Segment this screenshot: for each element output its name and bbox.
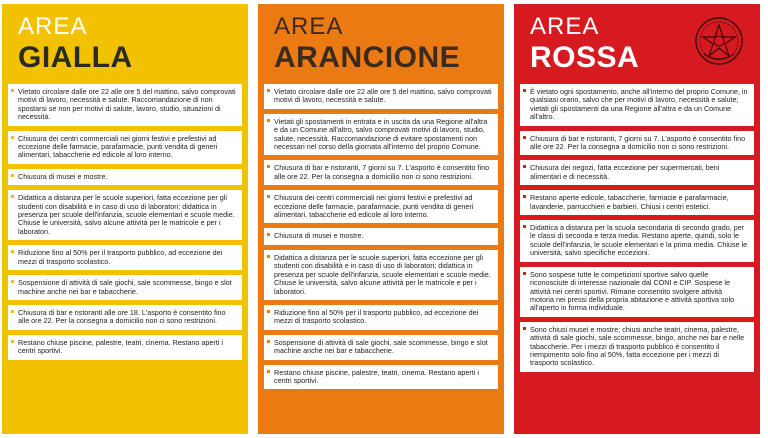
panel-area-rossa xyxy=(514,4,760,434)
panel-zone-name: GIALLA xyxy=(18,41,133,74)
rule-item: Chiusura dei centri commerciali nei giorni festivi e prefestivi ad eccezione delle farmacie, parafarmacie, punti vendita di generi alimentari, tabaccherie ed edicole al loro interno. xyxy=(8,131,242,164)
panel-zone-name: ROSSA xyxy=(530,41,640,74)
rule-item: Didattica a distanza per la scuola secondaria di secondo grado, per le classi di seconda e terza media. Restano aperte, quindi, solo le scuole dell'infanzia, le scuole elementari e la prima media. Chiuse le università, salvo specifiche eccezioni. xyxy=(520,220,754,262)
rule-item: Chiusura di musei e mostre. xyxy=(264,228,498,244)
rule-item: Chiusura dei negozi, fatta eccezione per supermercati, beni alimentari e di necessità. xyxy=(520,160,754,185)
rule-item: Sono sospese tutte le competizioni sportive salvo quelle riconosciute di interesse nazionale dal CONI e CIP. Sospese le attività nei centri sportivi. Rimane consentito svolgere attività motoria nei pressi della propria abitazione e attività sportiva solo all'aperto in forma individuale. xyxy=(520,267,754,317)
rules-list xyxy=(264,84,498,389)
panel-header xyxy=(8,4,242,84)
panel-area-label: AREA xyxy=(274,13,344,40)
rule-item: È vietato ogni spostamento, anche all'interno del proprio Comune, in qualsiasi orario, salvo che per motivi di lavoro, necessità e salute; vietati gli spostamenti da una Regione all'altra e da un Comune all'altro. xyxy=(520,84,754,126)
rules-list xyxy=(8,84,242,360)
panel-area-gialla xyxy=(2,4,248,434)
rule-item: Chiusura di bar e ristoranti, 7 giorni su 7. L'asporto è consentito fino alle ore 22. Per la consegna a domicilio non ci sono restrizioni. xyxy=(264,160,498,185)
rule-item: Sono chiusi musei e mostre; chiusi anche teatri, cinema, palestre, attività di sale giochi, sale scommesse, bingo, anche nei bar e nelle tabaccherie. Per i mezzi di trasporto pubblico è consentito il riempimento solo fino al 50%, fatta eccezione per i mezzi di trasporto scolastico. xyxy=(520,322,754,372)
rule-item: Chiusura dei centri commerciali nei giorni festivi e prefestivi ad eccezione delle farmacie, parafarmacie, punti vendita di generi alimentari, tabaccherie ed edicole al loro interno. xyxy=(264,190,498,223)
rule-item: Riduzione fino al 50% per il trasporto pubblico, ad eccezione dei mezzi di trasporto scolastico. xyxy=(8,245,242,270)
rule-item: Sospensione di attività di sale giochi, sale scommesse, bingo e slot machine anche nei bar e tabaccherie. xyxy=(8,275,242,300)
panel-area-label: AREA xyxy=(530,13,600,40)
rule-item: Chiusura di bar e ristoranti, 7 giorni su 7. L'asporto è consentito fino alle ore 22. Per la consegna a domicilio non ci sono restrizioni. xyxy=(520,131,754,156)
rule-item: Restano chiuse piscine, palestre, teatri, cinema. Restano aperti i centri sportivi. xyxy=(264,365,498,390)
rule-item: Riduzione fino al 50% per il trasporto pubblico, ad eccezione dei mezzi di trasporto scolastico. xyxy=(264,305,498,330)
rule-item: Chiusura di bar e ristoranti alle ore 18. L'asporto è consentito fino alle ore 22. Per la consegna a domicilio non ci sono restrizioni. xyxy=(8,305,242,330)
panel-area-arancione xyxy=(258,4,504,434)
panel-header xyxy=(264,4,498,84)
rule-item: Restano chiuse piscine, palestre, teatri, cinema. Restano aperti i centri sportivi. xyxy=(8,335,242,360)
italian-republic-emblem-icon xyxy=(694,16,744,66)
panel-header xyxy=(520,4,754,84)
rule-item: Sospensione di attività di sale giochi, sale scommesse, bingo e slot machine anche nei bar e tabaccherie. xyxy=(264,335,498,360)
rule-item: Chiusura di musei e mostre. xyxy=(8,169,242,185)
rule-item: Vietati gli spostamenti in entrata e in uscita da una Regione all'altra e da un Comune all'altro, salvo comprovati motivi di lavoro, studio, salute, necessità. Raccomandazione di evitare spostamenti non necessari nel corso della giornata all'interno del proprio Comune. xyxy=(264,114,498,156)
rule-item: Vietato circolare dalle ore 22 alle ore 5 del mattino, salvo comprovati motivi di lavoro, necessità e salute. Raccomandazione di non spostarsi se non per motivi di salute, lavoro, studio, situazioni di necessità. xyxy=(8,84,242,126)
panel-zone-name: ARANCIONE xyxy=(274,41,461,74)
rule-item: Didattica a distanza per le scuole superiori, fatta eccezione per gli studenti con disabilità e in caso di uso di laboratori; didattica in presenza per scuole dell'infanzia, scuole elementari e scuole medie. Chiuse le università, salvo alcune attività per le matricole e per i laboratori. xyxy=(8,190,242,240)
panel-area-label: AREA xyxy=(18,13,88,40)
rule-item: Restano aperte edicole, tabaccherie, farmacie e parafarmacie, lavanderie, parrucchieri e barbieri. Chiusi i centri estetici. xyxy=(520,190,754,215)
rules-list xyxy=(520,84,754,372)
rule-item: Didattica a distanza per le scuole superiori, fatta eccezione per gli studenti con disabilità e in caso di uso di laboratori; didattica in presenza per scuole dell'infanzia, scuole elementari e scuole medie. Chiuse le università, salvo alcune attività per le matricole e per i laboratori. xyxy=(264,250,498,300)
rule-item: Vietato circolare dalle ore 22 alle ore 5 del mattino, salvo comprovati motivi di lavoro, necessità e salute. xyxy=(264,84,498,109)
